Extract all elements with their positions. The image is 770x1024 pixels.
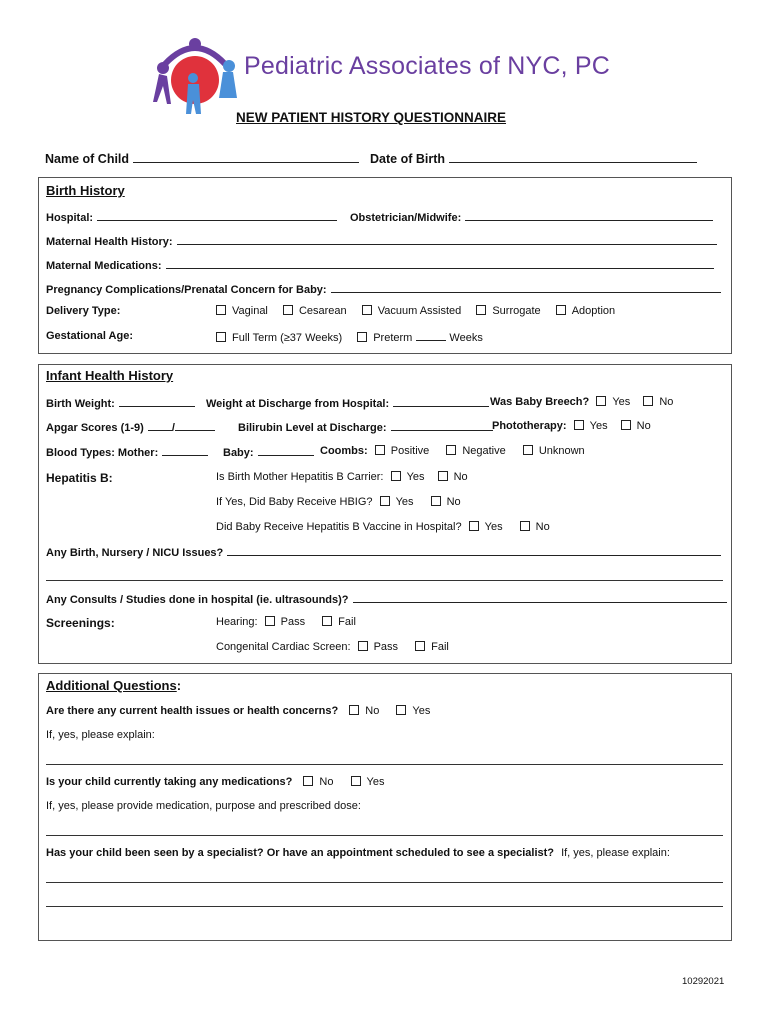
hbig-question: If Yes, Did Baby Receive HBIG? Yes No — [216, 496, 461, 508]
logo-figures-icon — [145, 34, 245, 122]
maternal-medications-label: Maternal Medications: — [46, 260, 162, 272]
checkbox-icon[interactable] — [362, 305, 372, 315]
health-issues-explain-label: If, yes, please explain: — [46, 729, 155, 741]
hospital-field[interactable] — [46, 210, 337, 224]
checkbox-icon[interactable] — [621, 420, 631, 430]
medications-question: Is your child currently taking any medications? No Yes — [46, 776, 385, 788]
checkbox-icon[interactable] — [476, 305, 486, 315]
delivery-type-label: Delivery Type: — [46, 305, 121, 317]
maternal-health-label: Maternal Health History: — [46, 236, 173, 248]
checkbox-icon[interactable] — [216, 332, 226, 342]
medications-explain-label: If, yes, please provide medication, purpose and prescribed dose: — [46, 800, 361, 812]
hepatitis-b-label: Hepatitis B: — [46, 471, 113, 485]
breech-question: Was Baby Breech? Yes No — [490, 396, 674, 408]
delivery-cesarean-option[interactable]: Cesarean — [283, 305, 347, 317]
consults-field[interactable]: Any Consults / Studies done in hospital (ie. ultrasounds)? — [46, 592, 727, 606]
hearing-screen: Hearing: Pass Fail — [216, 616, 356, 628]
name-label: Name of Child — [45, 152, 130, 166]
health-issues-question: Are there any current health issues or health concerns? No Yes — [46, 705, 431, 717]
weight-discharge-field[interactable]: Weight at Discharge from Hospital: — [206, 396, 489, 410]
checkbox-icon[interactable] — [391, 471, 401, 481]
specialist-question: Has your child been seen by a specialist? Or have an appointment scheduled to see a specialist? If, yes, please explain: — [46, 847, 670, 859]
delivery-vacuum-option[interactable]: Vacuum Assisted — [362, 305, 462, 317]
form-code: 10292021 — [682, 976, 725, 987]
nicu-issues-line[interactable] — [46, 580, 723, 581]
medications-explain-line[interactable] — [46, 835, 723, 836]
checkbox-icon[interactable] — [523, 445, 533, 455]
checkbox-icon[interactable] — [380, 496, 390, 506]
health-issues-explain-line[interactable] — [46, 764, 723, 765]
phototherapy-question: Phototherapy: Yes No — [492, 420, 651, 432]
specialist-explain-line-1[interactable] — [46, 882, 723, 883]
checkbox-icon[interactable] — [431, 496, 441, 506]
checkbox-icon[interactable] — [438, 471, 448, 481]
hospital-label: Hospital: — [46, 212, 94, 224]
bilirubin-field[interactable]: Bilirubin Level at Discharge: — [238, 420, 493, 434]
coombs-question: Coombs: Positive Negative Unknown — [320, 445, 585, 457]
full-term-option[interactable]: Full Term (≥37 Weeks) — [216, 332, 342, 344]
preterm-option[interactable]: Preterm Weeks — [357, 332, 483, 344]
checkbox-icon[interactable] — [469, 521, 479, 531]
birth-history-title: Birth History — [46, 183, 125, 198]
specialist-explain-line-2[interactable] — [46, 906, 723, 907]
checkbox-icon[interactable] — [265, 616, 275, 626]
checkbox-icon[interactable] — [596, 396, 606, 406]
cardiac-screen: Congenital Cardiac Screen: Pass Fail — [216, 641, 449, 653]
pregnancy-complications-field[interactable] — [46, 282, 721, 296]
checkbox-icon[interactable] — [520, 521, 530, 531]
infant-health-title: Infant Health History — [46, 368, 174, 383]
date-of-birth-field[interactable] — [370, 152, 697, 166]
gestational-age-label: Gestational Age: — [46, 330, 133, 342]
additional-questions-title: Additional Questions: — [46, 678, 182, 693]
obstetrician-field[interactable] — [350, 210, 713, 224]
blood-type-baby-field[interactable]: Baby: — [223, 445, 314, 459]
pregnancy-label: Pregnancy Complications/Prenatal Concern for Baby: — [46, 284, 327, 296]
checkbox-icon[interactable] — [357, 332, 367, 342]
checkbox-icon[interactable] — [303, 776, 313, 786]
checkbox-icon[interactable] — [396, 705, 406, 715]
blood-type-mother-field[interactable]: Blood Types: Mother: — [46, 445, 208, 459]
checkbox-icon[interactable] — [446, 445, 456, 455]
hep-carrier-question: Is Birth Mother Hepatitis B Carrier: Yes No — [216, 471, 468, 483]
logo-text: Pediatric Associates of NYC, PC — [244, 52, 611, 80]
obstetrician-label: Obstetrician/Midwife: — [350, 212, 462, 224]
hep-vaccine-question: Did Baby Receive Hepatitis B Vaccine in Hospital? Yes No — [216, 521, 550, 533]
checkbox-icon[interactable] — [643, 396, 653, 406]
delivery-surrogate-option[interactable]: Surrogate — [476, 305, 540, 317]
checkbox-icon[interactable] — [322, 616, 332, 626]
checkbox-icon[interactable] — [415, 641, 425, 651]
delivery-vaginal-option[interactable]: Vaginal — [216, 305, 268, 317]
form-title: NEW PATIENT HISTORY QUESTIONNAIRE — [236, 110, 507, 125]
nicu-issues-field[interactable]: Any Birth, Nursery / NICU Issues? — [46, 545, 721, 559]
checkbox-icon[interactable] — [574, 420, 584, 430]
checkbox-icon[interactable] — [349, 705, 359, 715]
apgar-field[interactable]: Apgar Scores (1-9) / — [46, 420, 215, 434]
birth-weight-field[interactable]: Birth Weight: — [46, 396, 195, 410]
checkbox-icon[interactable] — [283, 305, 293, 315]
checkbox-icon[interactable] — [351, 776, 361, 786]
checkbox-icon[interactable] — [358, 641, 368, 651]
delivery-adoption-option[interactable]: Adoption — [556, 305, 615, 317]
checkbox-icon[interactable] — [375, 445, 385, 455]
maternal-health-field[interactable] — [46, 234, 717, 248]
name-of-child-field[interactable] — [45, 152, 359, 166]
screenings-label: Screenings: — [46, 616, 115, 630]
maternal-medications-field[interactable] — [46, 258, 714, 272]
gestational-age-options — [216, 330, 483, 344]
checkbox-icon[interactable] — [216, 305, 226, 315]
dob-label: Date of Birth — [370, 152, 445, 166]
delivery-type-options — [216, 305, 627, 317]
checkbox-icon[interactable] — [556, 305, 566, 315]
